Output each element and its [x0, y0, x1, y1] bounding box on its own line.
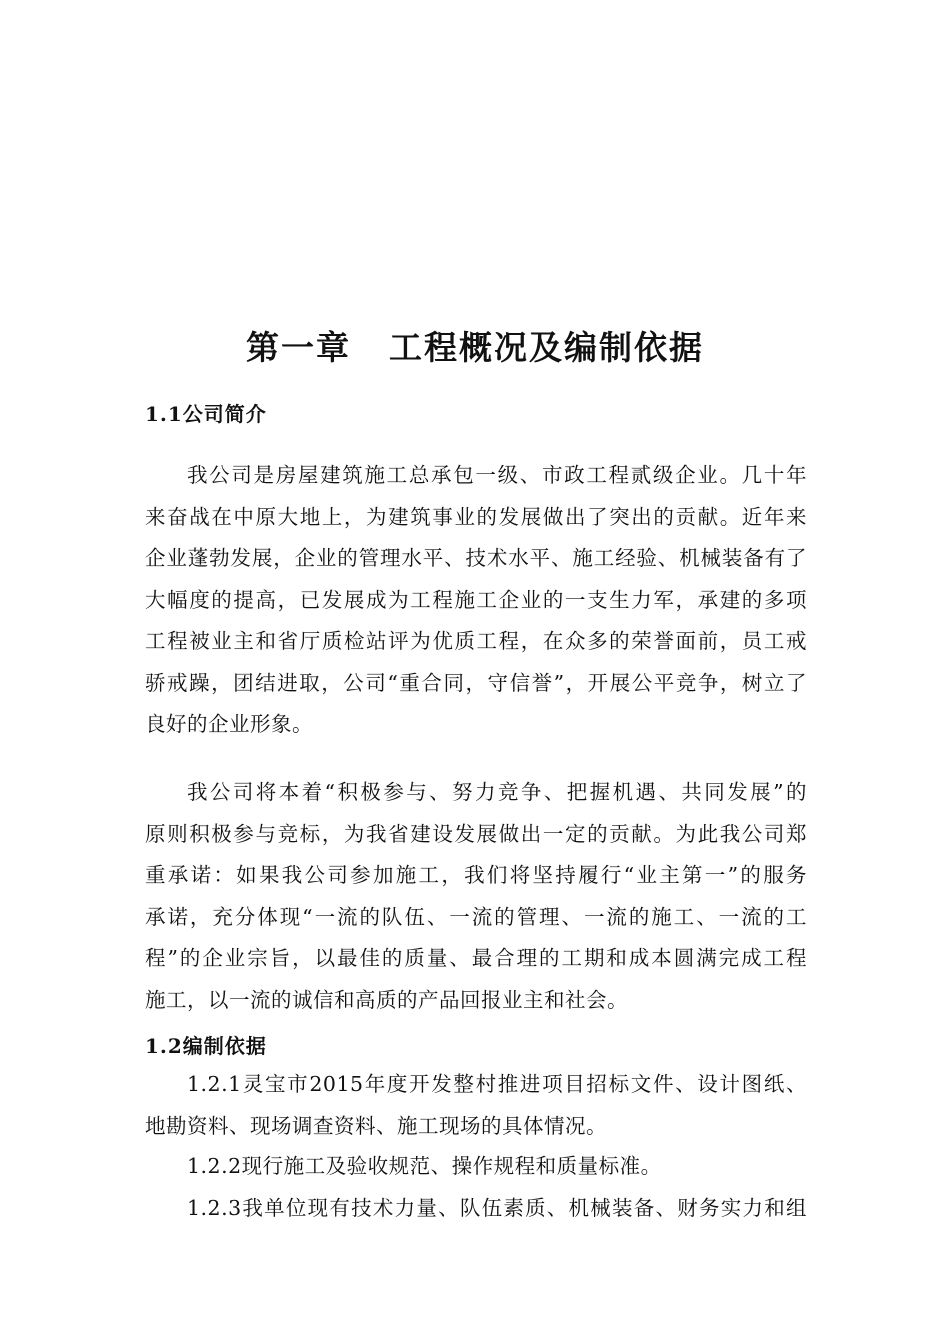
- section-heading-basis: 1.2编制依据: [145, 1034, 267, 1058]
- paragraph-line: 企业蓬勃发展，企业的管理水平、技术水平、施工经验、机械装备有了: [145, 546, 807, 570]
- basis-item-1: [145, 1064, 807, 1147]
- paragraph-line: 我公司将本着“积极参与、努力竞争、把握机遇、共同发展”的: [187, 780, 807, 804]
- basis-item-2: [145, 1146, 807, 1188]
- paragraph-line: 承诺，充分体现“一流的队伍、一流的管理、一流的施工、一流的工: [145, 904, 807, 929]
- paragraph-line: 工程被业主和省厅质检站评为优质工程，在众多的荣誉面前，员工戒: [145, 629, 807, 653]
- paragraph-company-commitment: [145, 772, 807, 1021]
- paragraph-line: 骄戒躁，团结进取，公司“重合同，守信誉”，开展公平竞争，树立了: [145, 670, 807, 695]
- chapter-number: 第一章: [246, 328, 351, 367]
- paragraph-line: 来奋战在中原大地上，为建筑事业的发展做出了突出的贡献。近年来: [145, 504, 807, 529]
- paragraph-line: 大幅度的提高，已发展成为工程施工企业的一支生力军，承建的多项: [145, 587, 807, 612]
- basis-line: 1.2.2现行施工及验收规范、操作规程和质量标准。: [187, 1154, 662, 1178]
- paragraph-line: 程”的企业宗旨，以最佳的质量、最合理的工期和成本圆满完成工程: [145, 946, 807, 970]
- paragraph-line: 原则积极参与竞标，为我省建设发展做出一定的贡献。为此我公司郑: [145, 821, 807, 846]
- paragraph-line: 施工，以一流的诚信和高质的产品回报业主和社会。: [145, 987, 628, 1012]
- chapter-name: 工程概况及编制依据: [389, 328, 704, 367]
- section-heading-company-profile: 1.1公司简介: [145, 402, 267, 426]
- paragraph-line: 良好的企业形象。: [145, 712, 313, 736]
- paragraph-line: 重承诺：如果我公司参加施工，我们将坚持履行“业主第一”的服务: [145, 863, 807, 887]
- basis-line: 1.2.3我单位现有技术力量、队伍素质、机械装备、财务实力和组: [187, 1196, 807, 1220]
- basis-line: 1.2.1灵宝市2015年度开发整村推进项目招标文件、设计图纸、: [187, 1072, 807, 1096]
- chapter-title: [0, 322, 950, 369]
- basis-item-3: [145, 1188, 807, 1230]
- basis-line: 地勘资料、现场调查资料、施工现场的具体情况。: [145, 1113, 607, 1138]
- paragraph-line: 我公司是房屋建筑施工总承包一级、市政工程贰级企业。几十年: [187, 463, 807, 487]
- paragraph-company-profile: [145, 455, 807, 746]
